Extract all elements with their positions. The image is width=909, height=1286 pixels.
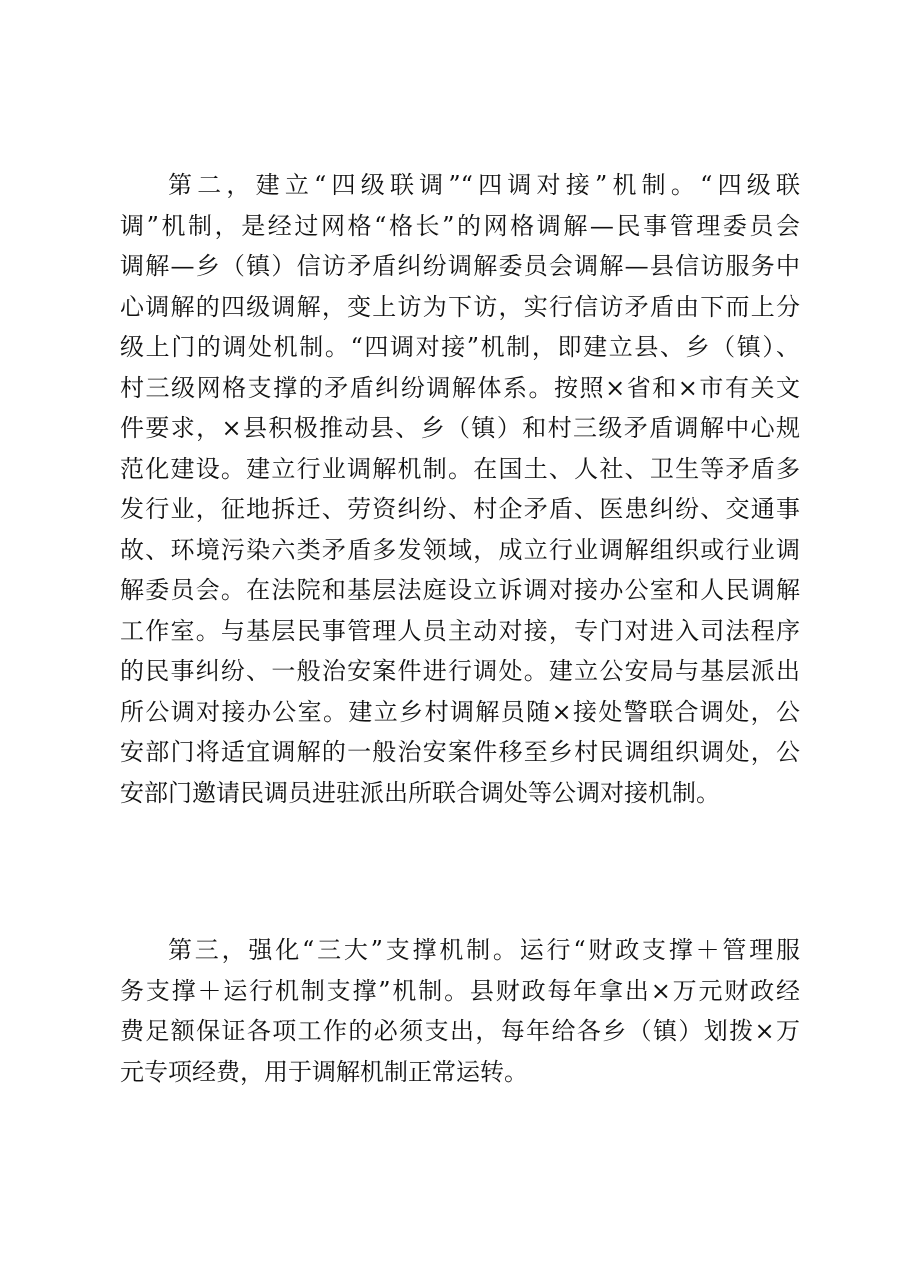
paragraph-four-level-mediation	[120, 165, 800, 813]
text-line: 调”机制，是经过网格“格长”的网格调解—民事管理委员会	[120, 211, 800, 240]
text-line: 调解—乡（镇）信访矛盾纠纷调解委员会调解—县信访服务中	[120, 252, 800, 280]
text-line: 件要求，×县积极推动县、乡（镇）和村三级矛盾调解中心规	[120, 414, 800, 442]
text-line: 元专项经费，用于调解机制正常运转。	[120, 1057, 528, 1086]
text-line: 务支撑＋运行机制支撑”机制。县财政每年拿出×万元财政经	[120, 976, 800, 1005]
text-line: 的民事纠纷、一般治安案件进行调处。建立公安局与基层派出	[120, 657, 800, 685]
text-line: 解委员会。在法院和基层法庭设立诉调对接办公室和人民调解	[120, 576, 800, 604]
text-line: 安部门邀请民调员进驻派出所联合调处等公调对接机制。	[120, 778, 720, 807]
text-line: 所公调对接办公室。建立乡村调解员随×接处警联合调处，公	[120, 697, 800, 726]
text-line: 村三级网格支撑的矛盾纠纷调解体系。按照×省和×市有关文	[120, 373, 800, 402]
text-line: 发行业，征地拆迁、劳资纠纷、村企矛盾、医患纠纷、交通事	[120, 495, 800, 523]
text-line: 费足额保证各项工作的必须支出，每年给各乡（镇）划拨×万	[120, 1017, 800, 1045]
text-line: 第三，强化“三大”支撑机制。运行“财政支撑＋管理服	[168, 936, 800, 964]
text-line: 范化建设。建立行业调解机制。在国土、人社、卫生等矛盾多	[120, 454, 800, 483]
text-line: 第二，建立“四级联调”“四调对接”机制。“四级联	[168, 171, 800, 199]
text-line: 安部门将适宜调解的一般治安案件移至乡村民调组织调处，公	[120, 738, 800, 766]
paragraph-three-support-mechanism	[120, 930, 800, 1092]
text-line: 故、环境污染六类矛盾多发领域，成立行业调解组织或行业调	[120, 535, 800, 564]
text-line: 心调解的四级调解，变上访为下访，实行信访矛盾由下而上分	[120, 292, 800, 321]
text-line: 级上门的调处机制。“四调对接”机制，即建立县、乡（镇）、	[120, 333, 800, 361]
text-line: 工作室。与基层民事管理人员主动对接，专门对进入司法程序	[120, 616, 800, 645]
